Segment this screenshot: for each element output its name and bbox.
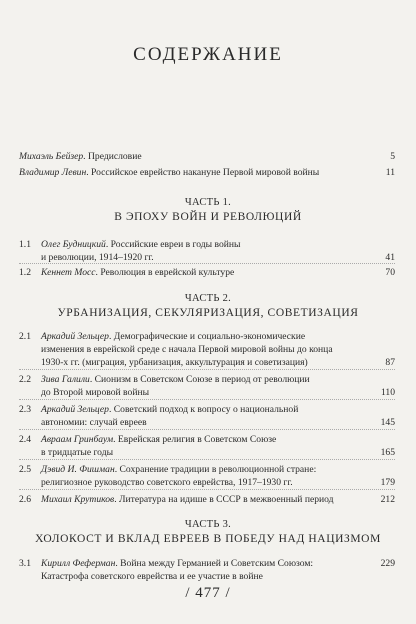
entry-title: . Сионизм в Советском Союзе в период от революции: [89, 374, 310, 385]
entry-number: 2.2: [19, 374, 31, 385]
entry-title-cont: в тридцатые годы: [41, 447, 114, 458]
entry-author: Владимир Левин: [19, 167, 87, 178]
entry-author: Зива Галили: [41, 374, 90, 385]
entry-author: Аркадий Зельцер: [41, 404, 109, 415]
entry-title-cont: Катастрофа советского еврейства и ее участие в войне: [41, 571, 263, 582]
entry-title: . Война между Германией и Советским Союзом:: [115, 558, 314, 569]
entry-title: . Советский подход к вопросу о национальной: [108, 404, 299, 415]
entry-page: 165: [380, 447, 395, 458]
entry-title-cont: религиозное руководство советского еврейства, 1917–1930 гг.: [41, 477, 293, 488]
part-label: ЧАСТЬ 3.: [184, 519, 232, 530]
part-label: ЧАСТЬ 1.: [184, 197, 232, 208]
divider: [19, 399, 395, 400]
entry-page: 11: [385, 167, 395, 178]
part-name: В ЭПОХУ ВОЙН И РЕВОЛЮЦИЙ: [114, 211, 302, 223]
entry-number: 2.3: [19, 404, 31, 415]
divider: [19, 263, 395, 264]
entry-title-cont: и революции, 1914–1920 гг.: [41, 252, 154, 263]
entry-page: 229: [380, 558, 395, 569]
entry-author: Кеннет Мосс: [41, 267, 96, 278]
divider: [19, 489, 395, 490]
entry-author: Дэвид И. Фишман: [41, 464, 115, 475]
part-label: ЧАСТЬ 2.: [184, 293, 232, 304]
entry-number: 2.4: [19, 434, 31, 445]
divider: [19, 459, 395, 460]
entry-title: . Литература на идише в СССР в межвоенный период: [114, 494, 334, 505]
part-name: УРБАНИЗАЦИЯ, СЕКУЛЯРИЗАЦИЯ, СОВЕТИЗАЦИЯ: [57, 307, 359, 319]
divider: [19, 369, 395, 370]
entry-title: . Еврейская религия в Советском Союзе: [113, 434, 277, 445]
entry-title-cont: автономии: случай евреев: [41, 417, 147, 428]
entry-number: 1.2: [19, 267, 31, 278]
entry-page: 110: [380, 387, 395, 398]
entry-title-cont: до Второй мировой войны: [41, 387, 150, 398]
entry-author: Аркадий Зельцер: [41, 331, 109, 342]
entry-author: Михаил Крутиков: [41, 494, 115, 505]
entry-title: . Революция в еврейской культуре: [95, 267, 235, 278]
part-name: ХОЛОКОСТ И ВКЛАД ЕВРЕЕВ В ПОБЕДУ НАД НАЦИЗМОМ: [35, 533, 381, 545]
entry-page: 212: [380, 494, 395, 505]
entry-title: . Сохранение традиции в революционной стране:: [114, 464, 317, 475]
entry-number: 2.5: [19, 464, 31, 475]
entry-title-cont: изменения в еврейской среде с начала Первой мировой войны до конца: [41, 344, 333, 355]
entry-number: 3.1: [19, 558, 31, 569]
entry-title: . Российские евреи в годы войны: [105, 239, 241, 250]
entry-page: 5: [390, 151, 395, 162]
entry-author: Олег Будницкий: [41, 239, 106, 250]
entry-author: Кирилл Феферман: [41, 558, 116, 569]
entry-title: . Демографические и социально-экономические: [108, 331, 306, 342]
entry-author: Авраам Гринбаум: [41, 434, 114, 445]
entry-page: 145: [380, 417, 395, 428]
entry-page: 41: [385, 252, 395, 263]
entry-title-cont: 1930-х гг. (миграция, урбанизация, аккультурация и советизация): [41, 357, 308, 368]
divider: [19, 429, 395, 430]
entry-page: 70: [385, 267, 395, 278]
page-number: / 477 /: [185, 585, 231, 601]
entry-number: 2.1: [19, 331, 31, 342]
entry-page: 87: [385, 357, 395, 368]
entry-page: 179: [380, 477, 395, 488]
entry-author: Михаэль Бейзер: [19, 151, 84, 162]
entry-number: 2.6: [19, 494, 31, 505]
entry-title: . Российское еврейство накануне Первой мировой войны: [86, 167, 320, 178]
entry-number: 1.1: [19, 239, 31, 250]
page-title: СОДЕРЖАНИЕ: [133, 44, 283, 65]
entry-title: . Предисловие: [83, 151, 142, 162]
